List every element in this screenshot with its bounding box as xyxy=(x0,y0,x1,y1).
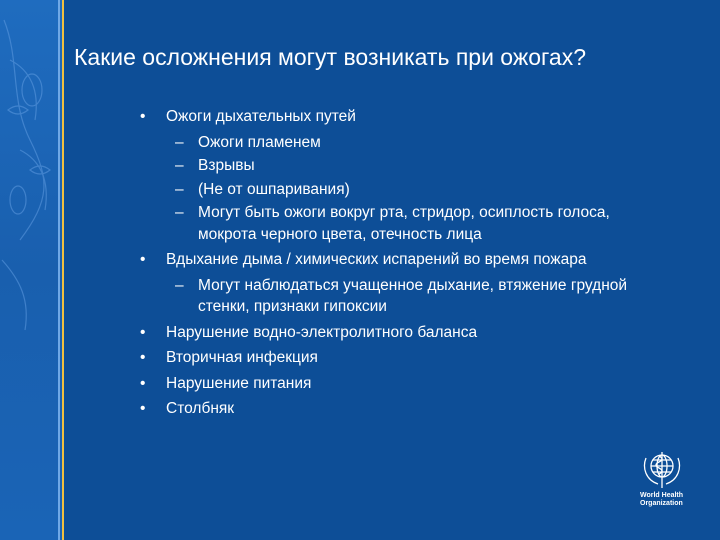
list-item-text: Вторичная инфекция xyxy=(166,349,318,366)
bullet-list xyxy=(140,106,660,424)
sub-list-item xyxy=(140,202,660,245)
sub-list-item xyxy=(140,179,660,201)
list-item-text: Нарушение водно-электролитного баланса xyxy=(166,323,478,341)
who-emblem-icon xyxy=(638,448,686,492)
sub-bullet: – xyxy=(175,204,184,221)
sidebar-accent-stripe xyxy=(62,0,64,540)
bullet: • xyxy=(140,251,146,268)
sub-list-item xyxy=(140,275,660,318)
sub-list-item xyxy=(140,132,660,154)
sidebar-ornament xyxy=(0,0,64,540)
sub-list-item-text: (Не от ошпаривания) xyxy=(198,180,350,198)
sub-list-item-text: Могут быть ожоги вокруг рта, стридор, осиплость голоса, мокрота черного цвета, отечность лица xyxy=(198,204,610,243)
list-item xyxy=(140,106,660,128)
list-item xyxy=(140,373,660,395)
list-item xyxy=(140,347,660,369)
list-item xyxy=(140,322,660,344)
list-item-text: Столбняк xyxy=(166,400,235,417)
bullet: • xyxy=(140,400,146,417)
list-item xyxy=(140,398,660,420)
bullet: • xyxy=(140,349,146,366)
bullet: • xyxy=(140,374,146,392)
sub-bullet: – xyxy=(175,180,184,198)
sub-list-item-text: Ожоги пламенем xyxy=(198,133,321,151)
list-item-text: Вдыхание дыма / химических испарений во время пожара xyxy=(166,251,587,268)
list-item-text: Ожоги дыхательных путей xyxy=(166,108,356,125)
decorative-sidebar xyxy=(0,0,64,540)
bullet: • xyxy=(140,323,146,341)
sub-list-item-text: Взрывы xyxy=(198,157,255,174)
sub-list-item-text: Могут наблюдаться учащенное дыхание, втяжение грудной стенки, признаки гипоксии xyxy=(198,276,628,315)
list-item-text: Нарушение питания xyxy=(166,374,312,392)
who-logo-text xyxy=(640,492,683,508)
sidebar-stripe xyxy=(58,0,60,540)
sub-list-item xyxy=(140,155,660,177)
list-item xyxy=(140,249,660,271)
logo-line: Organization xyxy=(640,500,683,507)
sub-bullet: – xyxy=(175,157,184,174)
sub-bullet: – xyxy=(175,133,184,151)
logo-line: World Health xyxy=(640,492,684,499)
sub-bullet: – xyxy=(175,276,184,294)
bullet: • xyxy=(140,108,146,125)
slide-title: Какие осложнения могут возникать при ожогах? xyxy=(74,44,586,70)
